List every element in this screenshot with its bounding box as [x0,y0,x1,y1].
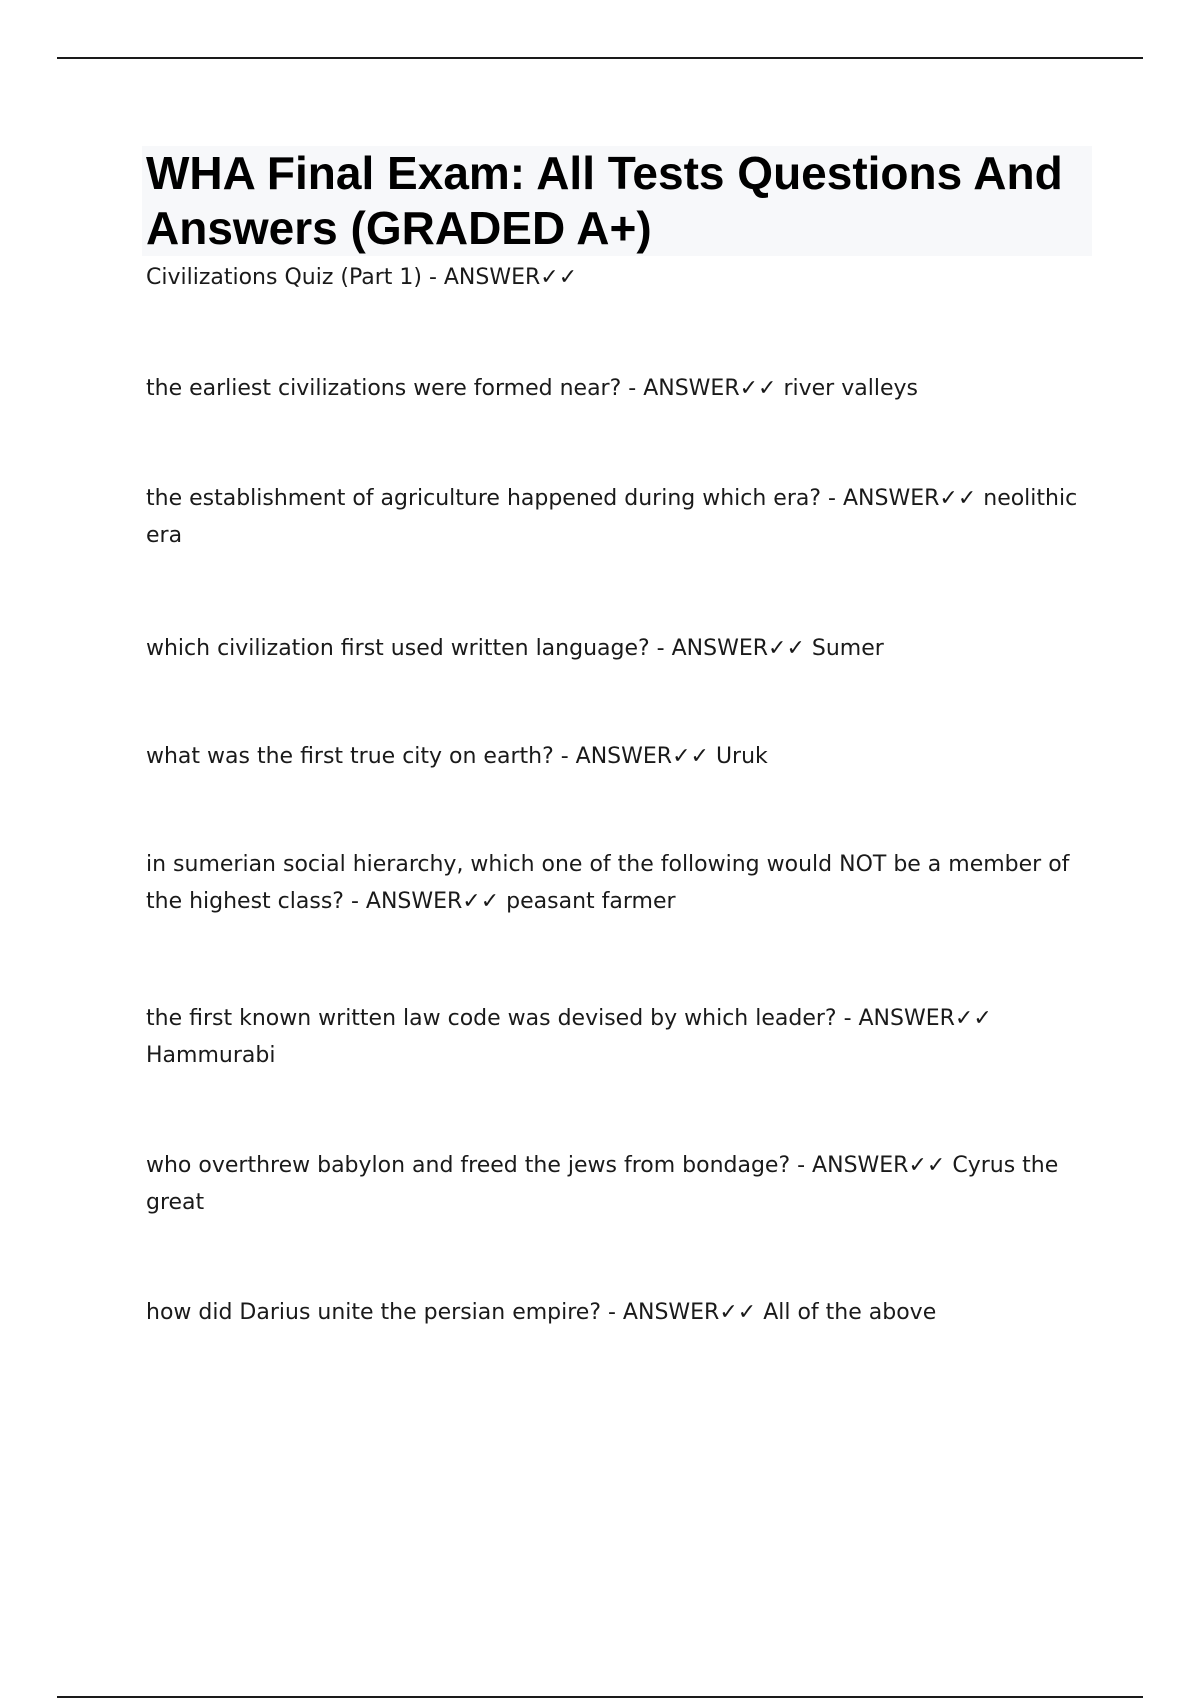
qa-item: the earliest civilizations were formed near? - ANSWER✓✓ river valleys [146,376,918,401]
qa-item: the first known written law code was devised by which leader? - ANSWER✓✓ Hammurabi [146,1006,992,1068]
header-rule [57,57,1143,59]
document-title: WHA Final Exam: All Tests Questions And Answers (GRADED A+) [146,147,1063,254]
footer-rule [57,1696,1143,1698]
qa-item: who overthrew babylon and freed the jews from bondage? - ANSWER✓✓ Cyrus the great [146,1153,1059,1215]
qa-item: how did Darius unite the persian empire? - ANSWER✓✓ All of the above [146,1300,937,1325]
qa-item: what was the first true city on earth? - ANSWER✓✓ Uruk [146,744,768,769]
section-subtitle: Civilizations Quiz (Part 1) - ANSWER✓✓ [146,265,578,290]
qa-item: the establishment of agriculture happened during which era? - ANSWER✓✓ neolithic era [146,486,1078,548]
qa-item: in sumerian social hierarchy, which one of the following would NOT be a member of the highest class? - ANSWER✓✓ peasant farmer [146,852,1070,914]
title-block [142,146,1092,256]
qa-item: which civilization first used written language? - ANSWER✓✓ Sumer [146,636,884,661]
